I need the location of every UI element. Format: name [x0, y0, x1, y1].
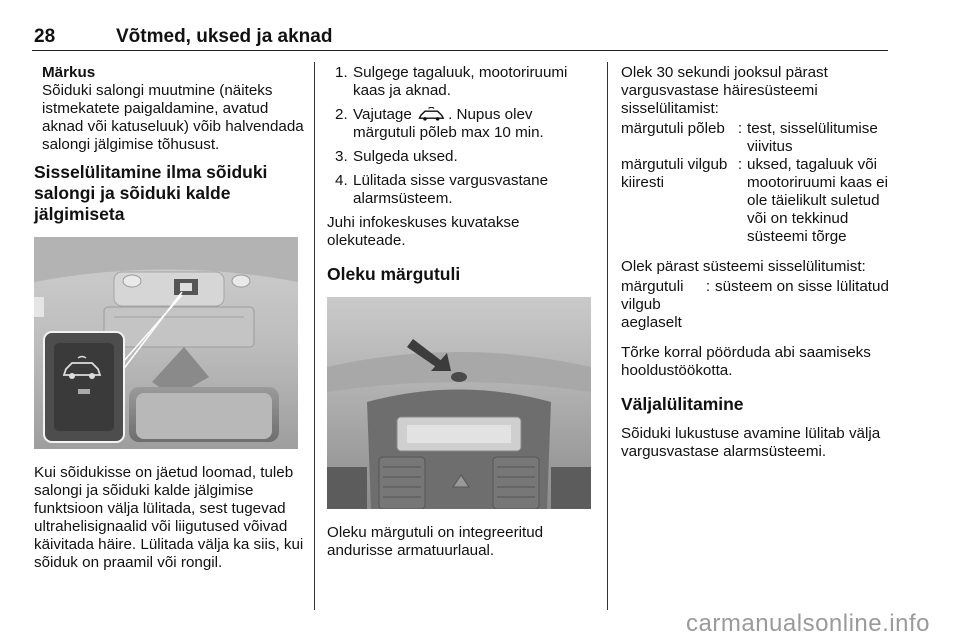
- paragraph: Kui sõidukisse on jäetud loomad, tuleb salongi ja sõiduki kalde jälgimise funktsioon välja lülitada, sest tugevad ultrahelisignaalid või liigutused võivad käivitada häire. Lülitada välja ka siis, kui sõiduk on praamil või rongil.: [34, 464, 304, 571]
- list-item: 2. Vajutage . Nupus olev märgutuli põleb max 10 min.: [335, 106, 544, 141]
- status-table: [621, 120, 891, 246]
- section-heading: Sisselülitamine ilma sõiduki salongi ja sõiduki kalde jälgimiseta: [34, 162, 268, 224]
- note-text: Sõiduki salongi muutmine (näiteks istmekatete paigaldamine, avatud aknad või katuseluuk) võib halvendada salongi jälgimise tõhusust.: [42, 82, 304, 153]
- note-title: Märkus: [42, 64, 96, 81]
- page-number: 28: [34, 26, 56, 47]
- list-item: 1. Sulgege tagaluuk, mootoriruumi kaas ja aknad.: [335, 64, 568, 99]
- column-left: [34, 64, 304, 572]
- note-box: [34, 64, 304, 154]
- column-right: [621, 64, 891, 461]
- paragraph: Tõrke korral pöörduda abi saamiseks hooldustöökotta.: [621, 344, 871, 379]
- watermark: carmanualsonline.info: [686, 610, 930, 637]
- figure-caption: Oleku märgutuli on integreeritud andurisse armatuurlaual.: [327, 524, 544, 559]
- steps-list: [327, 64, 595, 208]
- table-row: märgutuli vilgub aeglaselt : süsteem on sisse lülitatud: [621, 278, 889, 331]
- car-alarm-icon: [418, 107, 446, 121]
- paragraph: Sõiduki lukustuse avamine lülitab välja vargusvastase alarmsüsteemi.: [621, 425, 881, 460]
- section-heading: Oleku märgutuli: [327, 264, 461, 284]
- list-item: 3. Sulgeda uksed.: [335, 148, 458, 165]
- table-row: märgutuli vilgub kiiresti : uksed, tagaluuk või mootoriruumi kaas ei ole täielikult suletud või on tekkinud süsteemi tõrge: [621, 156, 888, 245]
- page-title: Võtmed, uksed ja aknad: [116, 26, 333, 47]
- paragraph: Juhi infokeskuses kuvatakse olekuteade.: [327, 214, 520, 249]
- column-divider: [607, 62, 608, 610]
- page-header: [32, 18, 888, 51]
- paragraph: Olek 30 sekundi jooksul pärast vargusvastase häiresüsteemi sisselülitamist:: [621, 64, 828, 117]
- section-heading: Väljalülitamine: [621, 394, 744, 414]
- column-middle: [327, 64, 595, 560]
- paragraph: Olek pärast süsteemi sisselülitumist:: [621, 258, 866, 275]
- column-divider: [314, 62, 315, 610]
- figure-sensor-button: [34, 237, 304, 454]
- dashboard-photo: [327, 297, 591, 509]
- status-table: [621, 278, 891, 332]
- table-row: märgutuli põleb : test, sisselülitumise viivitus: [621, 120, 878, 155]
- roof-console-photo: [34, 237, 298, 449]
- list-item: 4. Lülitada sisse vargusvastane alarmsüsteem.: [335, 172, 549, 207]
- figure-status-led: [327, 297, 595, 514]
